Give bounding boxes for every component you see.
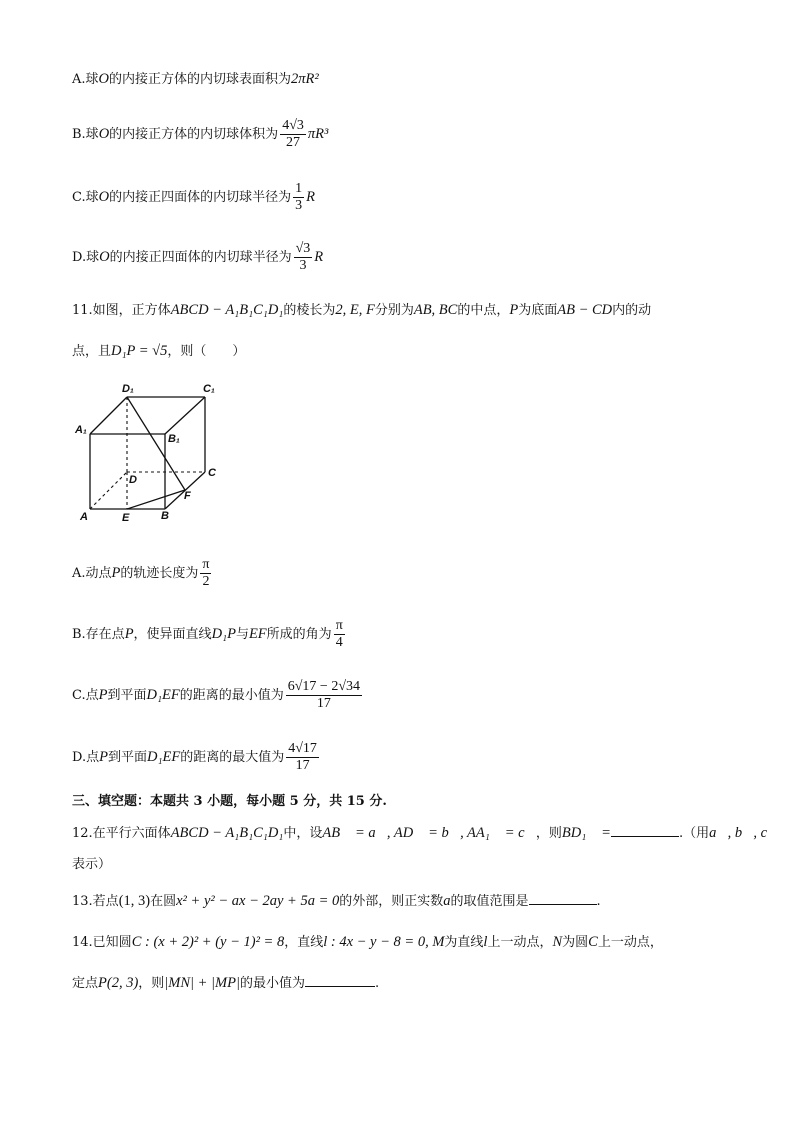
math: O — [98, 126, 110, 142]
math: AB⃗ = a⃗, AD⃗ = b⃗, AA₁⃗ = c⃗ — [322, 825, 536, 841]
stem-text: 中，设 — [283, 826, 323, 841]
fraction-denominator: 27 — [286, 135, 301, 150]
math: a — [443, 893, 451, 909]
label-B: B — [161, 510, 169, 522]
option-text: 到平面 — [107, 750, 147, 765]
math: P — [111, 565, 121, 581]
fraction-numerator: π — [335, 618, 343, 633]
fraction-denominator: 2 — [202, 574, 210, 589]
stem-text: ，直线 — [284, 935, 324, 950]
fraction — [286, 742, 319, 773]
label-D1: D₁ — [122, 383, 134, 395]
stem-text: 的中点， — [457, 303, 510, 318]
option-text: 的内接正四面体的内切球半径为 — [109, 250, 292, 265]
stem-text: 点，且 — [72, 344, 112, 359]
q13-line — [72, 894, 601, 909]
math: AB, BC — [413, 302, 458, 318]
stem-text: ，则 — [138, 976, 165, 991]
answer-blank[interactable] — [305, 986, 375, 987]
option-text: B.存在点 — [72, 627, 125, 642]
option-text: C.球 — [72, 190, 99, 205]
stem-text: ，则 — [535, 826, 562, 841]
math: P — [509, 302, 519, 318]
math: D₁EF — [146, 749, 181, 765]
math: ABCD − A₁B₁C₁D₁ — [170, 302, 284, 318]
stem-text: 为直线 — [444, 935, 484, 950]
math: EF — [248, 626, 267, 642]
q12-line2: 表示） — [72, 857, 112, 872]
math: N — [552, 934, 563, 950]
label-C1: C₁ — [203, 383, 215, 395]
fraction-denominator: 4 — [335, 635, 343, 650]
stem-text: 定点 — [72, 976, 99, 991]
option-text: 的内接正四面体的内切球半径为 — [109, 190, 292, 205]
option-text: 的距离的最小值为 — [179, 688, 284, 703]
q14-line2 — [72, 976, 379, 991]
option-text: D.球 — [72, 250, 100, 265]
math: (1, 3) — [118, 893, 151, 909]
q11-option-d — [72, 742, 321, 773]
stem-text: . — [374, 976, 380, 991]
math: l — [483, 934, 488, 950]
fraction-numerator: 4√3 — [282, 118, 304, 133]
option-text: B.球 — [72, 127, 99, 142]
q10-option-d — [72, 242, 323, 273]
stem-text: . — [596, 894, 601, 909]
stem-text: 的取值范围是 — [450, 894, 529, 909]
answer-blank[interactable] — [611, 836, 679, 837]
stem-text: 13.若点 — [72, 894, 119, 909]
math: x² + y² − ax − 2ay + 5a = 0 — [176, 893, 340, 909]
option-text: A.动点 — [72, 566, 112, 581]
q11-stem-line2 — [72, 344, 245, 359]
stem-text: 11.如图，正方体 — [72, 303, 171, 318]
math: 2πR² — [291, 71, 319, 87]
math: πR³ — [307, 126, 329, 142]
math: l : 4x − y − 8 = 0, M — [323, 934, 445, 950]
label-E: E — [122, 512, 130, 524]
math: C : (x + 2)² + (y − 1)² = 8 — [131, 934, 285, 950]
segment-E-F — [127, 490, 185, 509]
fraction-numerator: 4√17 — [288, 741, 317, 756]
q11-option-a — [72, 558, 213, 589]
math: |MN| + |MP| — [164, 975, 240, 991]
stem-text: 的最小值为 — [239, 976, 305, 991]
option-text: 的内接正方体的内切球体积为 — [109, 127, 279, 142]
stem-text: 在圆 — [150, 894, 177, 909]
option-text: 的距离的最大值为 — [180, 750, 285, 765]
label-B1: B₁ — [168, 433, 180, 445]
q11-option-c — [72, 680, 364, 711]
stem-text: ，则（ ） — [167, 344, 246, 359]
answer-blank[interactable] — [529, 904, 597, 905]
option-text: 所成的角为 — [266, 627, 332, 642]
option-text: ，使异面直线 — [133, 627, 212, 642]
stem-text: .（用 — [678, 826, 710, 841]
option-text: D.点 — [72, 750, 100, 765]
q14-line1 — [72, 935, 663, 950]
option-text: 到平面 — [107, 688, 147, 703]
option-text: 与 — [235, 627, 249, 642]
edge-B1-C1 — [165, 397, 205, 434]
math: BD₁⃗ = — [561, 825, 611, 841]
math: C — [588, 934, 598, 950]
stem-text: 内的动 — [612, 303, 652, 318]
fraction — [286, 680, 362, 711]
fraction-denominator: 17 — [316, 696, 331, 711]
math: D₁P = √5 — [111, 343, 168, 359]
fraction-numerator: π — [202, 557, 210, 572]
fraction-numerator: √3 — [295, 241, 311, 256]
math: a⃗, b⃗, c⃗ — [709, 825, 779, 841]
math: 2, E, F — [335, 302, 375, 318]
fraction-denominator: 17 — [295, 758, 310, 773]
q11-option-b — [72, 619, 347, 650]
stem-text: 的棱长为 — [283, 303, 336, 318]
q10-option-c — [72, 182, 315, 213]
option-text: C.点 — [72, 688, 99, 703]
math: ABCD − A₁B₁C₁D₁ — [170, 825, 284, 841]
math: P(2, 3) — [98, 975, 139, 991]
hidden-edge-A-D — [90, 472, 127, 509]
math: P — [99, 749, 108, 765]
label-D: D — [129, 474, 137, 486]
math: P — [98, 687, 108, 703]
label-C: C — [208, 467, 216, 479]
label-A1: A₁ — [75, 424, 87, 436]
stem-text: 为圆 — [562, 935, 589, 950]
fraction — [334, 619, 345, 650]
fraction — [293, 182, 304, 213]
stem-text: 12.在平行六面体 — [72, 826, 171, 841]
option-text: A.球 — [72, 72, 99, 87]
edge-A1-D1 — [90, 397, 127, 434]
math: O — [98, 71, 110, 87]
stem-text: 的外部，则正实数 — [339, 894, 444, 909]
math: D₁P — [211, 626, 236, 642]
fraction — [200, 558, 211, 589]
label-F: F — [184, 490, 191, 502]
label-A: A — [80, 511, 88, 523]
math: R — [314, 249, 324, 265]
cube-figure — [72, 378, 222, 528]
stem-text: 为底面 — [518, 303, 558, 318]
fraction-denominator: 3 — [295, 198, 303, 213]
option-text: 的轨迹长度为 — [120, 566, 199, 581]
fraction — [294, 242, 313, 273]
math: AB − CD — [557, 302, 613, 318]
math: O — [99, 249, 110, 265]
fraction-numerator: 6√17 − 2√34 — [287, 679, 361, 694]
math: O — [98, 189, 110, 205]
q10-option-a — [72, 72, 319, 87]
section-heading: 三、填空题：本题共 3 小题，每小题 5 分，共 15 分. — [72, 794, 387, 809]
stem-text: 上一动点， — [487, 935, 553, 950]
stem-text: 分别为 — [374, 303, 414, 318]
math: D₁EF — [146, 687, 180, 703]
stem-text: 14.已知圆 — [72, 935, 132, 950]
fraction-numerator: 1 — [295, 181, 303, 196]
q11-stem-line1 — [72, 303, 651, 318]
math: R — [306, 189, 315, 205]
fraction — [280, 119, 306, 150]
fraction-denominator: 3 — [299, 258, 307, 273]
option-text: 的内接正方体的内切球表面积为 — [109, 72, 292, 87]
math: P — [124, 626, 134, 642]
q10-option-b — [72, 119, 328, 150]
q12-line1 — [72, 826, 778, 841]
stem-text: 上一动点， — [597, 935, 663, 950]
